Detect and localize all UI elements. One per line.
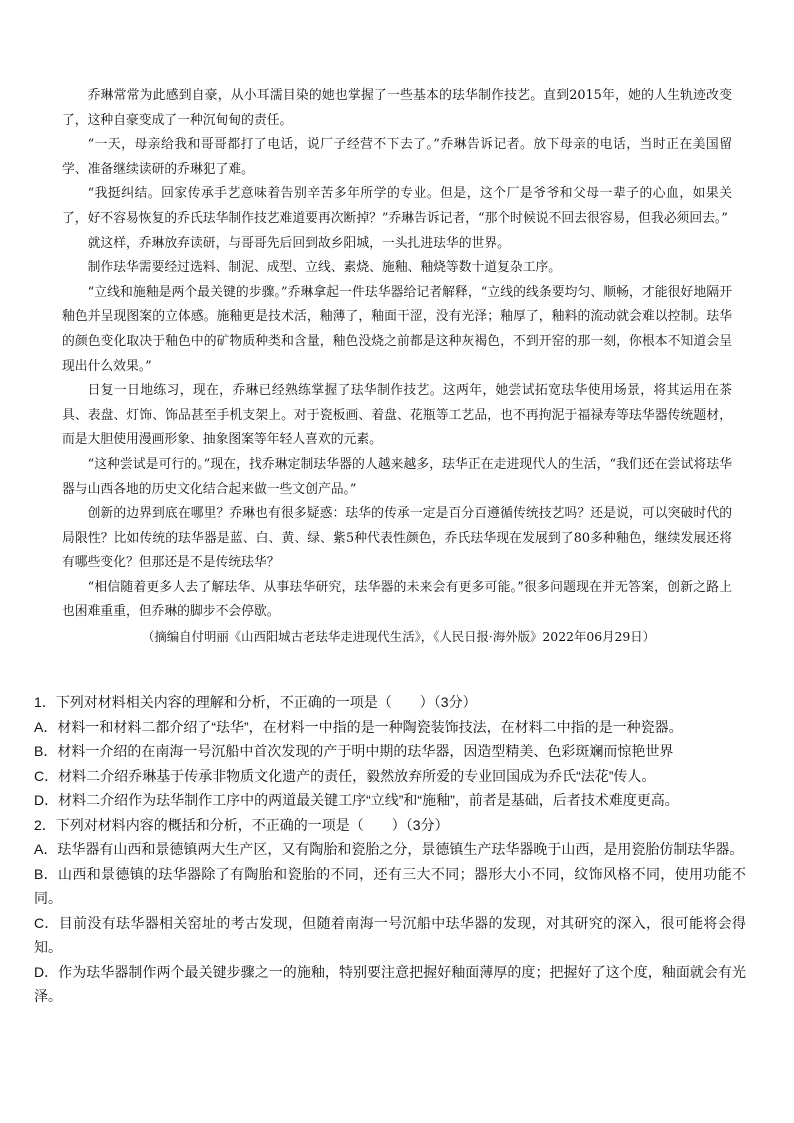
passage-paragraph-10: “相信随着更多人去了解珐华、从事珐华研究，珐华器的未来会有更多可能。”很多问题现在并无答案，创新之路上也困难重重，但乔琳的脚步不会停歇。 bbox=[62, 579, 732, 620]
question-stem: 1．下列对材料相关内容的理解和分析，不正确的一项是（ ）（3分） bbox=[34, 694, 477, 710]
answer-option-b: B．山西和景德镇的珐华器除了有陶胎和瓷胎的不同，还有三大不同；器形大小不同，纹饰风格不同，使用功能不同。 bbox=[34, 865, 746, 906]
passage-paragraph-2: “一天，母亲给我和哥哥都打了电话，说厂子经营不下去了。”乔琳告诉记者。放下母亲的电话，当时正在美国留学、准备继续读研的乔琳犯了难。 bbox=[62, 137, 732, 177]
answer-option-c: C．材料二介绍乔琳基于传承非物质文化遗产的责任，毅然放弃所爱的专业回国成为乔氏“法花”传人。 bbox=[34, 767, 656, 784]
answer-option-d: D．材料二介绍作为珐华制作工序中的两道最关键工序“立线”和“施釉”，前者是基础，后者技术难度更高。 bbox=[34, 792, 679, 808]
answer-option-c: C．目前没有珐华器相关窑址的考古发现，但随着南海一号沉船中珐华器的发现，对其研究的深入，很可能将会得知。 bbox=[34, 914, 746, 955]
passage-paragraph-5: 制作珐华需要经过选料、制泥、成型、立线、素烧、施釉、釉烧等数十道复杂工序。 bbox=[87, 260, 562, 276]
passage-paragraph-9: 创新的边界到底在哪里？乔琳也有很多疑惑：珐华的传承一定是百分百遵循传统技艺吗？还是说，可以突破时代的局限性？比如传统的珐华器是蓝、白、黄、绿、紫5种代表性颜色，乔氏珐华现在发展到了80多种釉色，继续发展还将有哪些变化？但那还是不是传统珐华？ bbox=[62, 506, 732, 571]
question-2 bbox=[34, 813, 746, 1009]
passage-paragraph-1: 乔琳常常为此感到自豪，从小耳濡目染的她也掌握了一些基本的珐华制作技艺。直到2015年，她的人生轨迹改变了，这种自豪变成了一种沉甸甸的责任。 bbox=[62, 88, 732, 128]
passage-paragraph-3: “我挺纠结。回家传承手艺意味着告别辛苦多年所学的专业。但是，这个厂是爷爷和父母一辈子的心血，如果关了，好不容易恢复的乔氏珐华制作技艺难道要再次断掉？”乔琳告诉记者，“那个时候说不回去很容易，但我必须回去。” bbox=[62, 186, 732, 226]
passage-paragraph-4: 就这样，乔琳放弃读研，与哥哥先后回到故乡阳城，一头扎进珐华的世界。 bbox=[87, 235, 510, 251]
answer-option-b: B．材料一介绍的在南海一号沉船中首次发现的产于明中期的珐华器，因造型精美、色彩斑斓而惊艳世界 bbox=[34, 743, 674, 759]
passage-paragraph-7: 日复一日地练习，现在，乔琳已经熟练掌握了珐华制作技艺。这两年，她尝试拓宽珐华使用场景，将其运用在茶具、表盘、灯饰、饰品甚至手机支架上。对于瓷板画、着盘、花瓶等工艺品，也不再拘泥于福禄寿等珐华器传统题材，而是大胆使用漫画形象、抽象图案等年轻人喜欢的元素。 bbox=[62, 383, 732, 448]
answer-option-a: A．材料一和材料二都介绍了“珐华”，在材料一中指的是一种陶瓷装饰技法，在材料二中指的是一种瓷器。 bbox=[34, 718, 683, 735]
reading-passage bbox=[62, 84, 732, 650]
passage-source-citation: （摘编自付明丽《山西阳城古老珐华走进现代生活》，《人民日报·海外版》2022年06月29日） bbox=[142, 629, 656, 645]
answer-option-a: A．珐华器有山西和景德镇两大生产区，又有陶胎和瓷胎之分，景德镇生产珐华器晚于山西，是用瓷胎仿制珐华器。 bbox=[34, 841, 744, 857]
question-1 bbox=[34, 690, 746, 813]
question-stem: 2．下列对材料内容的概括和分析，不正确的一项是（ ）（3分） bbox=[34, 816, 449, 833]
question-section bbox=[34, 690, 746, 1009]
answer-option-d: D．作为珐华器制作两个最关键步骤之一的施釉，特别要注意把握好釉面薄厚的度；把握好了这个度，釉面就会有光泽。 bbox=[34, 963, 746, 1004]
passage-paragraph-6: “立线和施釉是两个最关键的步骤。”乔琳拿起一件珐华器给记者解释，“立线的线条要均匀、顺畅，才能很好地隔开釉色并呈现图案的立体感。施釉更是技术活，釉薄了，釉面干涩，没有光泽；釉厚了，釉料的流动就会难以控制。珐华的颜色变化取决于釉色中的矿物质种类和含量，釉色没烧之前都是这种灰褐色，不到开窑的那一刻，你根本不知道会呈现出什么效果。” bbox=[62, 284, 732, 374]
passage-paragraph-8: “这种尝试是可行的。”现在，找乔琳定制珐华器的人越来越多，珐华正在走进现代人的生活，“我们还在尝试将珐华器与山西各地的历史文化结合起来做一些文创产品。” bbox=[62, 456, 732, 497]
